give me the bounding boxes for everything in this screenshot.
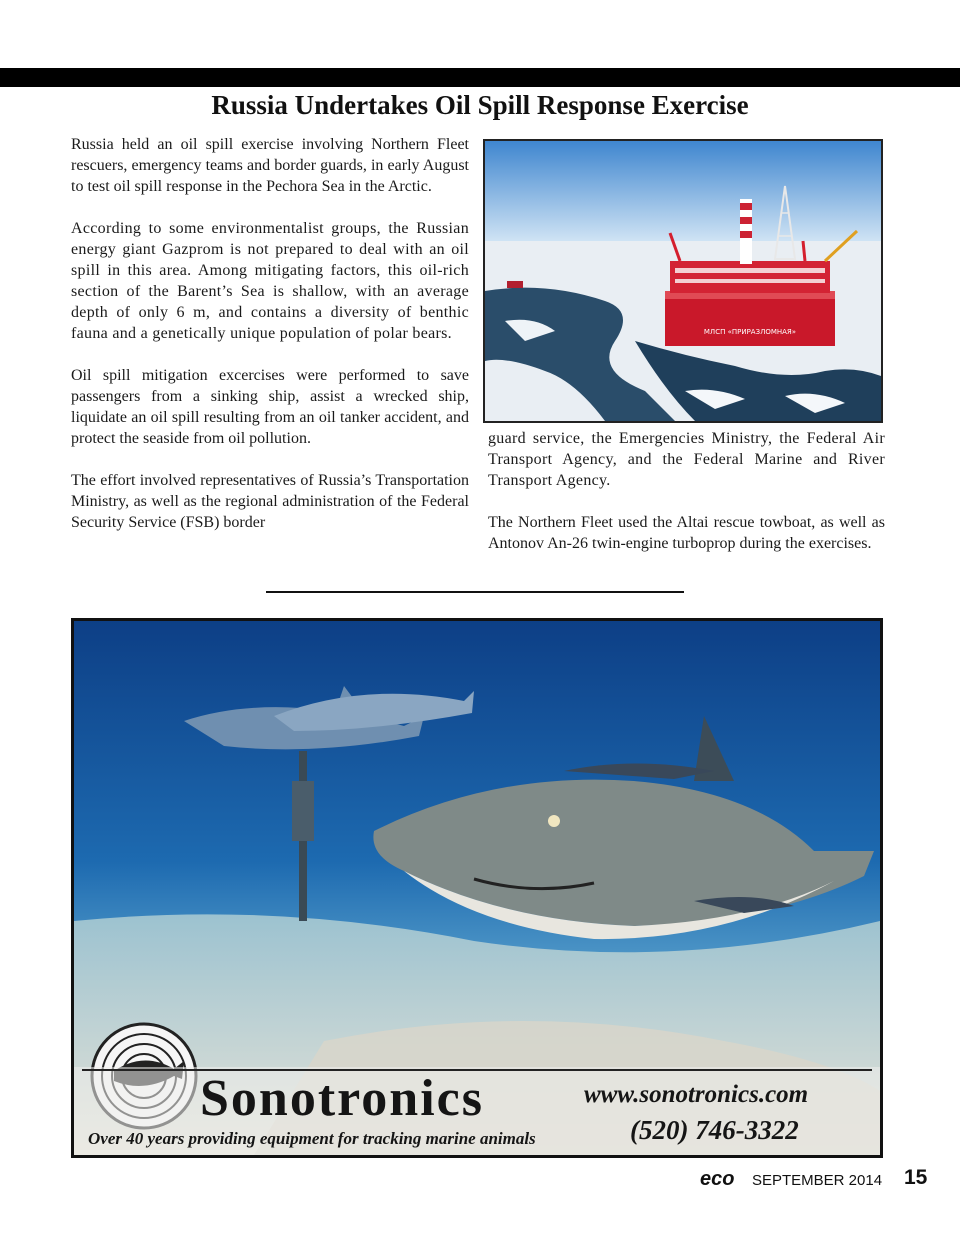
paragraph-3: Oil spill mitigation excercises were performed to save passengers from a sinking ship, assist a wrecked ship, liquidate an oil spill resulting from an oil tanker accident, and protect the seaside from oil pollution. [71,367,469,447]
footer-magazine-logo: eco [700,1168,735,1190]
ad-tagline: Over 40 years providing equipment for tracking marine animals [88,1129,536,1148]
oil-platform-photo [483,139,883,423]
paragraph-1: Russia held an oil spill exercise involving Northern Fleet rescuers, emergency teams and border guards, in early August to test oil spill response in the Pechora Sea in the Arctic. [71,136,469,195]
header-bar [0,68,960,87]
article-end-rule [266,591,684,593]
paragraph-6: The Northern Fleet used the Altai rescue towboat, as well as Antonov An-26 twin-engine turboprop during the exercises. [488,514,885,552]
paragraph-4: The effort involved representatives of Russia’s Transportation Ministry, as well as the regional administration of the Federal Security Service (FSB) border [71,472,469,531]
article-headline: Russia Undertakes Oil Spill Response Exercise [211,90,749,120]
ad-website-link[interactable]: www.sonotronics.com [584,1081,809,1108]
platform-name-label: МЛСП «ПРИРАЗЛОМНАЯ» [703,328,797,336]
footer-page-number: 15 [904,1166,928,1189]
article-column-right [488,428,885,575]
paragraph-2: According to some environmentalist groups, the Russian energy giant Gazprom is not prepared to deal with an oil spill in this area. Among mitigating factors, this oil-rich section of the Barent’s Sea is shallow, with an average depth of only 6 m, and contains a diversity of benthic fauna and a genetically unique population of polar bears. [71,220,469,342]
ad-brand-name: Sonotronics [200,1070,484,1127]
paragraph-5: guard service, the Emergencies Ministry, the Federal Air Transport Agency, and the Federal Marine and River Transport Agency. [488,430,885,489]
article-column-left [71,134,469,554]
footer-issue-date: SEPTEMBER 2014 [752,1172,883,1189]
ad-phone-number: (520) 746-3322 [630,1115,799,1145]
sonotronics-advertisement[interactable] [71,618,883,1158]
